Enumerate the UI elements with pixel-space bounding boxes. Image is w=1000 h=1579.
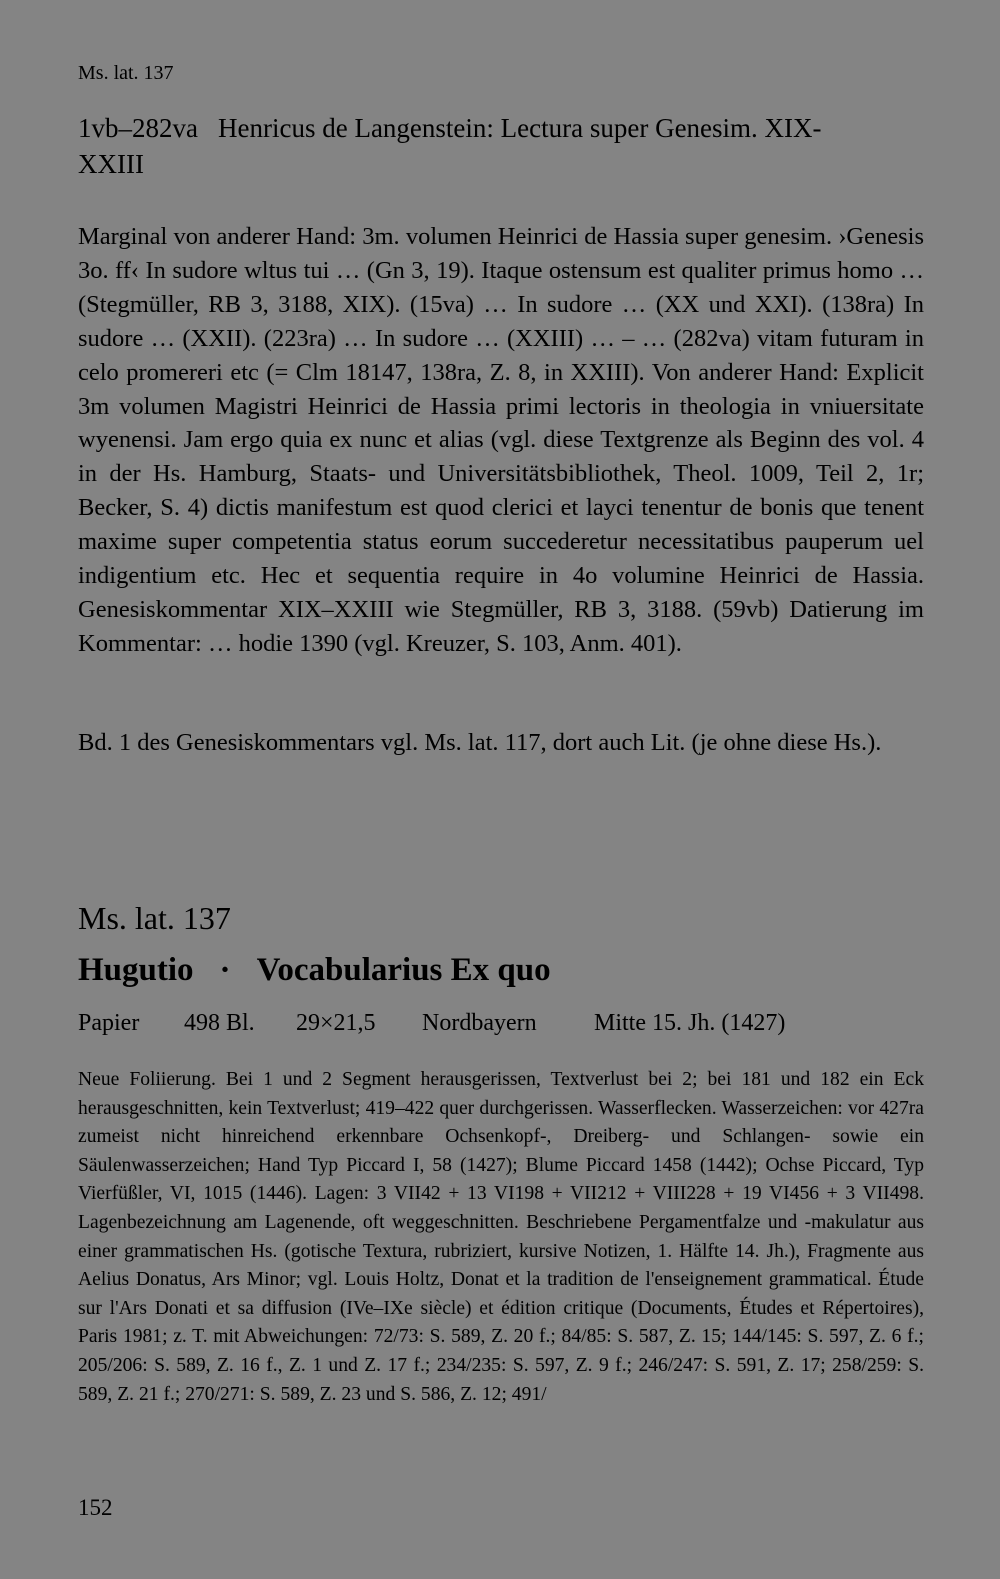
entry-title-continuation: XXIII bbox=[78, 149, 144, 179]
page-number: 152 bbox=[78, 1495, 113, 1520]
date: Mitte 15. Jh. (1427) bbox=[594, 1010, 786, 1036]
material: Papier bbox=[78, 1010, 140, 1036]
entry-body bbox=[78, 220, 924, 661]
manuscript-author: Hugutio bbox=[78, 952, 194, 988]
leaf-count: 498 Bl. bbox=[184, 1010, 255, 1036]
entry-note: Bd. 1 des Genesiskommentars vgl. Ms. lat. 117, dort auch Lit. (je ohne diese Hs.). bbox=[78, 729, 882, 756]
manuscript-work: Vocabularius Ex quo bbox=[256, 952, 551, 988]
entry-title: Henricus de Langenstein: Lectura super Genesim. XIX- bbox=[218, 113, 822, 143]
origin: Nordbayern bbox=[422, 1010, 537, 1036]
dimensions: 29×21,5 bbox=[296, 1010, 376, 1036]
entry-body-paragraph: Marginal von anderer Hand: 3m. volumen Heinrici de Hassia super genesim. ›Genesis 3o. ff‹ In sudore wltus tui … (Gn 3, 19). Itaque ostensum est qualiter primus homo … (Stegmüller, RB 3, 3188, XIX). (15va) … In sudore … (XX und XXI). (138ra) In sudore … (XXII). (223ra) … In sudore … (XXIII) … – … (282va) vitam futuram in celo promereri etc (= Clm 18147, 138ra, Z. 8, in XXIII). Von anderer Hand: Explicit 3m volumen Magistri Heinrici de Hassia primi lectoris in theologia in vniuersitate wyenensi. Jam ergo quia ex nunc et alias (vgl. diese Textgrenze als Beginn des vol. 4 in der Hs. Hamburg, Staats- und Universitätsbibliothek, Theol. 1009, Teil 2, 1r; Becker, S. 4) dictis manifestum est quod clerici et layci tenentur de bonis que tenent maxime super competentia status eorum succederetur necessitatibus pauperum uel indigentium etc. Hec et sequentia require in 4o volumine Heinrici de Hassia. Genesiskommentar XIX–XXIII wie Stegmüller, RB 3, 3188. (59vb) Datierung im Kommentar: … hodie 1390 (vgl. Kreuzer, S. 103, Anm. 401). bbox=[78, 223, 924, 657]
physical-description bbox=[78, 1010, 785, 1037]
manuscript-shelfmark: Ms. lat. 137 bbox=[78, 900, 231, 936]
codicological-description bbox=[78, 1066, 924, 1409]
separator-dot: · bbox=[219, 952, 231, 988]
folio-range: 1vb–282va bbox=[78, 113, 198, 143]
manuscript-heading bbox=[78, 952, 551, 989]
description-paragraph: Neue Foliierung. Bei 1 und 2 Segment herausgerissen, Textverlust bei 2; bei 181 und 182 ein Eck herausgeschnitten, kein Textverlust; 419–422 quer durchgerissen. Wasserflecken. Wasserzeichen: vor 427ra zumeist nicht hinreichend erkennbare Ochsenkopf-, Dreiberg- und Schlangen- sowie ein Säulenwasserzeichen; Hand Typ Piccard I, 58 (1427); Blume Piccard 1458 (1442); Ochse Piccard, Typ Vierfüßler, VI, 1015 (1446). Lagen: 3 VII42 + 13 VI198 + VII212 + VIII228 + 19 VI456 + 3 VII498. Lagenbezeichnung am Lagenende, oft weggeschnitten. Beschriebene Pergamentfalze und -makulatur aus einer grammatischen Hs. (gotische Textura, rubriziert, kursive Notizen, 1. Hälfte 14. Jh.), Fragmente aus Aelius Donatus, Ars Minor; vgl. Louis Holtz, Donat et la tradition de l'enseignement grammatical. Étude sur l'Ars Donati et sa diffusion (IVe–IXe siècle) et édition critique (Documents, Études et Répertoires), Paris 1981; z. T. mit Abweichungen: 72/73: S. 589, Z. 20 f.; 84/85: S. 587, Z. 15; 144/145: S. 597, Z. 6 f.; 205/206: S. 589, Z. 16 f., Z. 1 und Z. 17 f.; 234/235: S. 597, Z. 9 f.; 246/247: S. 591, Z. 17; 258/259: S. 589, Z. 21 f.; 270/271: S. 589, Z. 23 und S. 586, Z. 12; 491/ bbox=[78, 1069, 924, 1405]
running-head: Ms. lat. 137 bbox=[78, 62, 174, 84]
entry-heading bbox=[78, 110, 924, 182]
